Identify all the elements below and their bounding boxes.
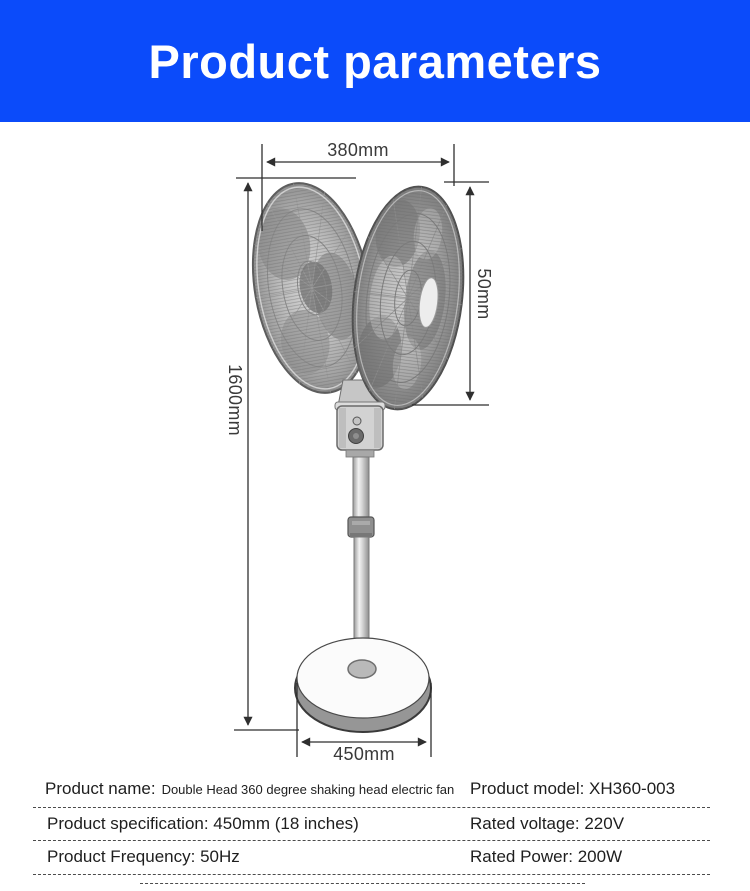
spec-rated-power: Rated Power: 200W — [470, 847, 623, 866]
dim-label-base: 450mm — [333, 744, 395, 764]
divider-line-4-short — [140, 883, 585, 884]
spec-product-name — [45, 778, 454, 801]
spec-product-name-value: Double Head 360 degree shaking head electric fan — [161, 782, 455, 797]
dim-label-depth: 50mm — [474, 268, 494, 320]
page-title: Product parameters — [148, 34, 602, 88]
dim-label-height: 1600mm — [225, 364, 245, 436]
spec-product-model: Product model: XH360-003 — [470, 779, 676, 798]
divider-line-1 — [33, 807, 710, 808]
divider-line-3 — [33, 874, 710, 875]
divider-line-2 — [33, 840, 710, 841]
spec-specification: Product specification: 450mm (18 inches) — [47, 814, 359, 833]
spec-frequency: Product Frequency: 50Hz — [47, 847, 240, 866]
dim-label-width: 380mm — [327, 140, 389, 160]
spec-product-name-label: Product name: — [45, 779, 156, 798]
spec-rated-voltage: Rated voltage: 220V — [470, 814, 625, 833]
